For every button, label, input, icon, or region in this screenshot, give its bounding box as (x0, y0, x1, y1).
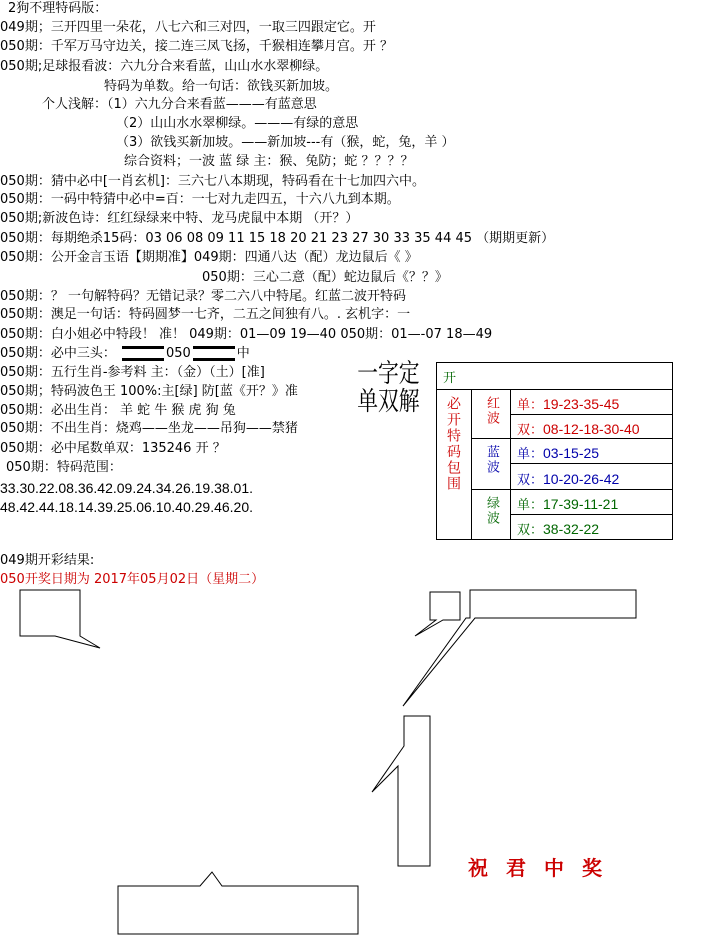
open-label: 开 (443, 371, 457, 386)
blue-even-label: 双： (517, 473, 544, 488)
text-line-24: 050期：特码范围： (6, 460, 122, 475)
text-line-15: 050期：？ 一句解特码？无错记录？零二六八中特尾。红蓝二波开特码 (0, 289, 406, 304)
text-line-22: 050期：不出生肖：烧鸡——坐龙——吊狗——禁猪 (0, 421, 298, 436)
text-line-4: 特码为单数。给一句话：欲钱买新加坡。 (104, 79, 339, 94)
callout-box-left (20, 590, 100, 648)
blue-odd-label: 单： (517, 447, 544, 462)
blue-even-value: 10-20-26-42 (543, 471, 620, 487)
san-tou-label: 050期：必中三头： (0, 346, 116, 361)
vertical-title-text: 一字定单双解 (357, 359, 420, 417)
red-even-label: 双： (517, 423, 544, 438)
san-tou-prefix: 050 (165, 346, 191, 361)
text-line-7: （3）欲钱买新加坡。——新加坡---有（猴，蛇，兔，羊 ） (116, 135, 455, 150)
text-line-2: 050期：千军万马守边关，接二连三凤飞扬，千猴相连攀月宫。开 ？ (0, 39, 393, 54)
text-line-12: 050期：每期绝杀15码：03 06 08 09 11 15 18 20 21 23 27 30 33 35 44 45 （期期更新） (0, 231, 555, 246)
text-line-1: 049期；三开四里一朵花，八七六和三对四，一取三四跟定它。开 (0, 20, 376, 35)
text-line-9: 050期：猜中必中[一肖玄机]：三六七八本期现，特码看在十七加四六中。 (0, 174, 425, 189)
number-range-line-2: 48.42.44.18.14.39.25.06.10.40.29.46.20. (0, 499, 254, 515)
text-line-6: （2）山山水水翠柳绿。———有绿的意思 (116, 116, 359, 131)
closing-greeting: 祝君中奖 (468, 856, 620, 880)
bottom-banner-shape (118, 872, 358, 934)
green-even-value: 38-32-22 (543, 521, 600, 537)
number-range-line-1: 33.30.22.08.36.42.09.24.34.26.19.38.01. (0, 480, 254, 496)
text-line-3: 050期;足球报看波：六九分合来看蓝，山山水水翠柳绿。 (0, 59, 329, 74)
callout-box-middle (415, 592, 460, 636)
green-even-label: 双： (517, 523, 544, 538)
result-date: 050开奖日期为 2017年05月02日（星期二） (0, 572, 265, 587)
green-odd-label: 单： (517, 498, 544, 513)
text-line-19: 050期：五行生肖-参考料 主：（金）（土）[准] (0, 365, 265, 380)
red-odd-value: 19-23-35-45 (543, 396, 620, 412)
group-blue-name: 蓝波 (484, 445, 499, 475)
text-line-14: 050期：三心二意（配）蛇边鼠后《？？》 (202, 270, 448, 285)
text-line-11: 050期;新波色诗：红红绿绿来中特、龙马虎鼠中本期 （开？） (0, 211, 359, 226)
text-line-17: 050期：白小姐必中特段！ 准！ 049期：01—09 19—40 050期：01—-07 18—49 (0, 327, 493, 342)
text-line-16: 050期：澳足一句话：特码圆梦一七齐，二五之间独有八。. 玄机字：一 (0, 307, 411, 322)
text-line-10: 050期：一码中特猜中必中=百：一七对九走四五，十六八九到本期。 (0, 192, 400, 207)
san-tou-suffix: 中 (236, 346, 250, 361)
red-even-value: 08-12-18-30-40 (543, 421, 640, 437)
group-red-name: 红波 (484, 396, 499, 426)
text-line-5: 个人浅解：（1）六九分合来看蓝———有蓝意思 (42, 97, 317, 112)
green-odd-value: 17-39-11-21 (543, 496, 619, 512)
text-line-20: 050期；特码波色王 100%:主[绿] 防[蓝《开？》准 (0, 384, 298, 399)
page-title: 2狗不理特码版： (8, 1, 108, 16)
result-heading: 049期开彩结果: (0, 553, 95, 568)
text-line-13: 050期：公开金言玉语【期期准】049期：四通八达（配）龙边鼠后《 》 (0, 250, 418, 265)
blue-odd-value: 03-15-25 (543, 445, 600, 461)
text-line-21: 050期：必出生肖： 羊 蛇 牛 猴 虎 狗 兔 (0, 403, 236, 418)
text-line-23: 050期：必中尾数单双：135246 开 ？ (0, 441, 226, 456)
side-label: 必开特码包围 (445, 396, 461, 492)
red-odd-label: 单： (517, 398, 544, 413)
group-green-name: 绿波 (484, 496, 499, 526)
number-one-shape (372, 716, 430, 866)
text-line-8: 综合资料；一波 蓝 绿 主：猴、兔防；蛇 ？？？？ (124, 154, 414, 169)
